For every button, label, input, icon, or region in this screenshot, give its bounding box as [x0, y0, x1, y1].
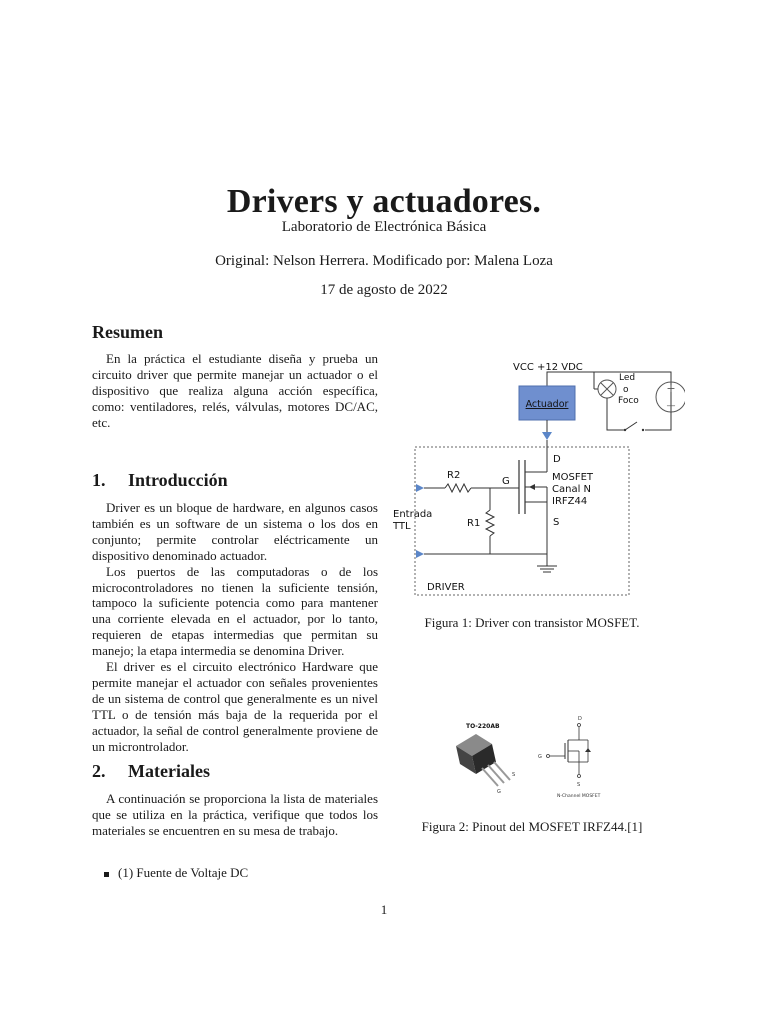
led-label-3: Foco: [618, 396, 639, 406]
input-arrow-icon: [416, 484, 424, 492]
arrow-down-icon: [542, 432, 552, 440]
intro-heading-text: Introducción: [128, 470, 228, 490]
resumen-text: En la práctica el estudiante diseña y prueba un circuito driver que permite manejar un actuador o el dispositivo que realiza alguna acción específica, como: ventiladores, relés, válvulas, motores DC/AC, etc.: [92, 351, 378, 430]
bullet-square-icon: [104, 872, 109, 877]
vcc-label: VCC +12 VDC: [513, 362, 583, 373]
source-minus: —: [666, 401, 676, 411]
intro-block: [92, 500, 378, 755]
mosfet-label-2: Canal N: [552, 484, 592, 495]
r2-label: R2: [447, 470, 461, 481]
materiales-block: [92, 791, 378, 839]
switch-icon: [625, 422, 637, 430]
materiales-item-1: (1) Fuente de Voltaje DC: [118, 865, 249, 880]
mosfet-type-label: N-Channel MOSFET: [557, 794, 601, 799]
intro-heading: [92, 470, 228, 491]
drain-label: D: [553, 454, 561, 465]
materiales-number: 2.: [92, 761, 106, 781]
mosfet-label-3: IRFZ44: [552, 496, 588, 507]
intro-number: 1.: [92, 470, 106, 490]
document-author: Original: Nelson Herrera. Modificado por: Malena Loza: [215, 253, 553, 269]
materiales-list-item: [104, 865, 248, 881]
gate-label: G: [502, 476, 510, 487]
intro-paragraph-2: Los puertos de las computadoras o de los microcontroladores no tienen la suficiente tensión, tampoco la suficiente potencia como para mantener una corriente elevada en el actuador, por lo tanto, requieren de etapas intermedias que permitan su manejo; la etapa intermedia se denomina Driver.: [92, 563, 378, 659]
figure1-caption: Figura 1: Driver con transistor MOSFET.: [424, 615, 640, 630]
resistor-r2: [445, 484, 471, 492]
actuator-label: Actuador: [525, 399, 569, 410]
entrada-label-1: Entrada: [393, 509, 433, 520]
resistor-r1: [486, 510, 494, 536]
figure2-caption: Figura 2: Pinout del MOSFET IRFZ44.[1]: [421, 819, 643, 834]
document-title: Drivers y actuadores.: [226, 183, 542, 220]
document-subtitle: Laboratorio de Electrónica Básica: [281, 219, 487, 235]
driver-label: DRIVER: [427, 582, 465, 593]
mosfet-pinout-diagram: [450, 710, 620, 802]
resumen-heading: Resumen: [92, 322, 163, 342]
document-date: 17 de agosto de 2022: [320, 282, 448, 298]
source-plus: +: [666, 382, 676, 395]
intro-paragraph-3: El driver es el circuito electrónico Hardware que permite manejar el actuador con señales provenientes de un sistema de control que generalmente es un nivel TTL o de tensión más baja de la requerida por el actuador, la señal de control generalmente proviene de un microntrolador.: [92, 659, 378, 754]
pin-g-label: G: [538, 754, 542, 760]
materiales-heading: [92, 761, 210, 782]
pin-s-small: S: [512, 772, 516, 778]
pin-g-small: G: [497, 789, 501, 795]
driver-circuit-diagram: [385, 352, 685, 602]
pin-s-label: S: [577, 782, 581, 788]
resumen-block: [92, 351, 378, 431]
pin-d-label: D: [578, 716, 582, 722]
entrada-label-2: TTL: [393, 521, 411, 532]
intro-paragraph-1: Driver es un bloque de hardware, en algunos casos también es un software de un sistema o los dos en conjunto; permite controlar eléctricamente un dispositivo denominado actuador.: [92, 500, 378, 563]
materiales-paragraph: A continuación se proporciona la lista de materiales que se utiliza en la práctica, verifique que todos los materiales se encuentren en su mesa de trabajo.: [92, 791, 378, 838]
led-label-1: Led: [619, 373, 636, 383]
package-label: TO-220AB: [466, 723, 500, 730]
page-number: 1: [380, 902, 388, 917]
source-label: S: [553, 517, 560, 528]
materiales-heading-text: Materiales: [128, 761, 210, 781]
r1-label: R1: [467, 518, 481, 529]
mosfet-label-1: MOSFET: [552, 472, 594, 483]
led-label-2: o: [623, 385, 629, 395]
